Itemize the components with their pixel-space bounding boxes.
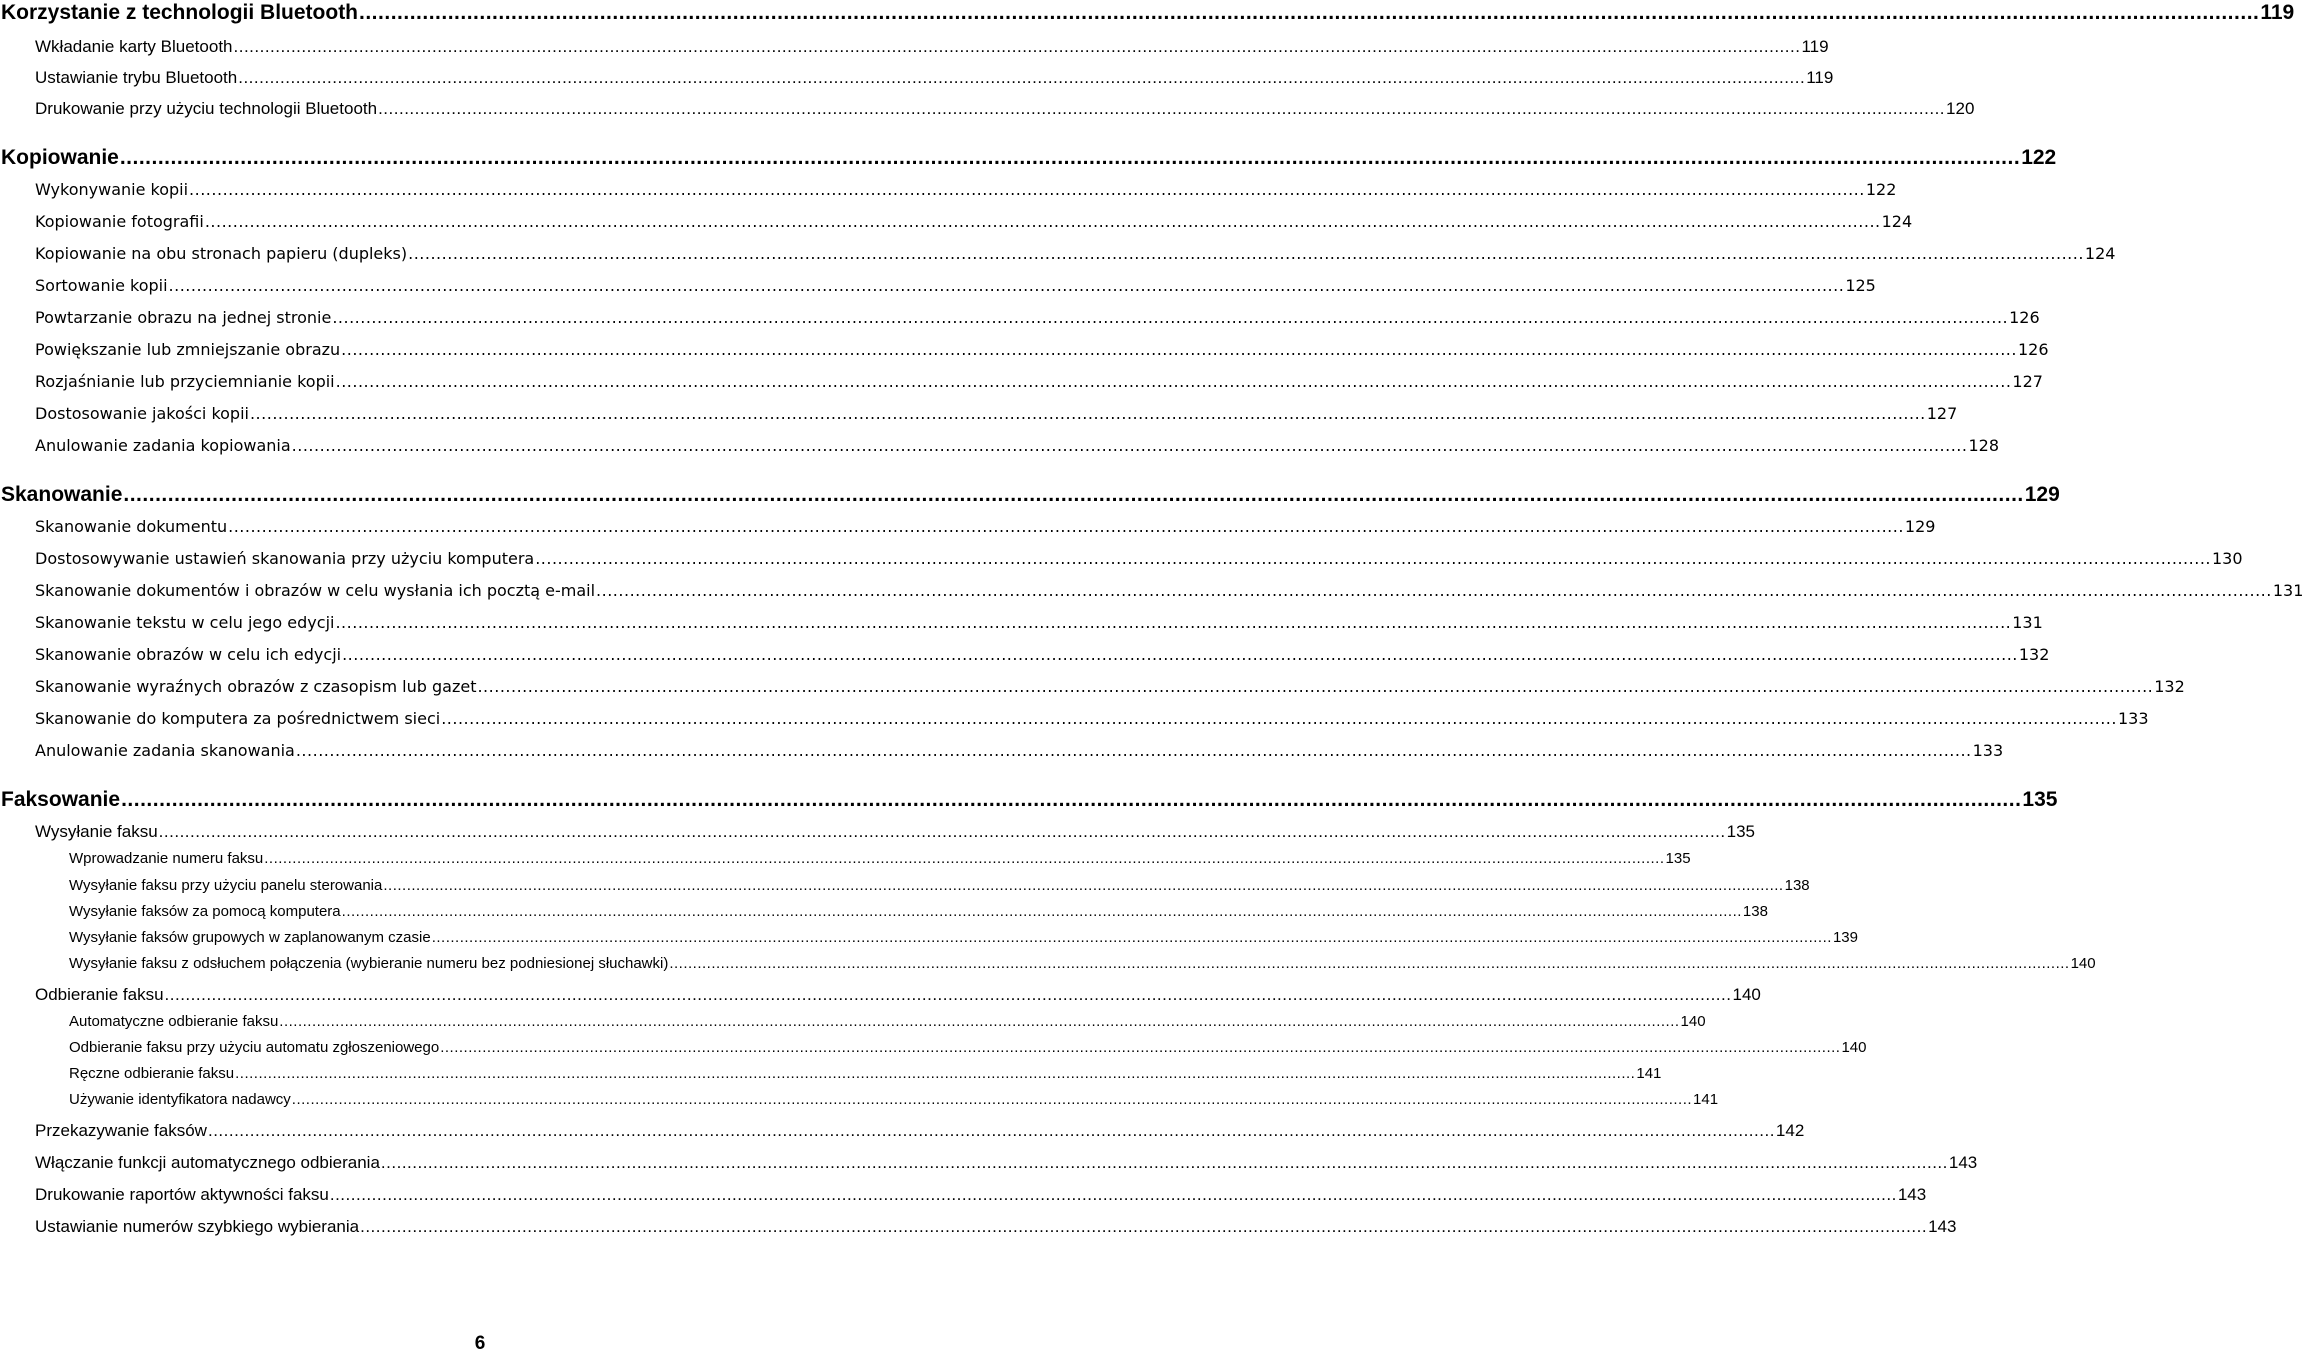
dot-leader: ............................................................................................................................................................................................................................................................................................................ bbox=[441, 709, 2117, 728]
toc-entry-title: Automatyczne odbieranie faksu bbox=[69, 1013, 279, 1030]
dot-leader: ............................................................................................................................................................................................................................................................................................................ bbox=[360, 1217, 1928, 1236]
toc-entry-page: 126 bbox=[2009, 308, 2040, 327]
dot-leader: ............................................................................................................................................................................................................................................................................................................ bbox=[158, 822, 1726, 841]
toc-entry-title: Używanie identyfikatora nadawcy bbox=[69, 1091, 291, 1108]
dot-leader: ............................................................................................................................................................................................................................................................................................................ bbox=[235, 1065, 1636, 1082]
dot-leader: ............................................................................................................................................................................................................................................................................................................ bbox=[329, 1185, 1897, 1204]
toc-entry-ustawianie-trybu-bluetooth[interactable] bbox=[35, 68, 1834, 88]
toc-entry-page: 122 bbox=[2021, 146, 2057, 169]
toc-entry-skanowanie-obrazow-w-celu-ich-edycji[interactable] bbox=[35, 645, 2050, 664]
toc-entry-title: Wysyłanie faksów za pomocą komputera bbox=[69, 903, 341, 920]
dot-leader: ............................................................................................................................................................................................................................................................................................................ bbox=[279, 1013, 1680, 1030]
dot-leader: ............................................................................................................................................................................................................................................................................................................ bbox=[264, 850, 1665, 867]
toc-entry-page: 119 bbox=[1801, 37, 1829, 56]
toc-entry-page: 132 bbox=[2018, 645, 2050, 664]
toc-entry-drukowanie-raportow-aktywnosci-faksu[interactable] bbox=[35, 1185, 1927, 1205]
toc-entry-page: 139 bbox=[1832, 929, 1858, 946]
toc-entry-title: Wprowadzanie numeru faksu bbox=[69, 850, 264, 867]
toc-entry-przekazywanie-faksow[interactable] bbox=[35, 1121, 1805, 1141]
toc-entry-page: 122 bbox=[1865, 180, 1897, 199]
toc-entry-page: 140 bbox=[1841, 1039, 1867, 1056]
toc-entry-skanowanie-dokumentow-i-obrazow-w-celu-w[interactable] bbox=[35, 581, 2303, 600]
toc-entry-skanowanie-tekstu-w-celu-jego-edycji[interactable] bbox=[35, 613, 2043, 632]
dot-leader: ............................................................................................................................................................................................................................................................................................................ bbox=[121, 788, 2022, 811]
toc-entry-title: Wysyłanie faksów grupowych w zaplanowanym czasie bbox=[69, 929, 431, 946]
dot-leader: ............................................................................................................................................................................................................................................................................................................ bbox=[164, 985, 1732, 1004]
dot-leader: ............................................................................................................................................................................................................................................................................................................ bbox=[291, 436, 1968, 455]
toc-entry-title: Skanowanie dokumentu bbox=[35, 517, 228, 536]
toc-entry-title: Wysyłanie faksu z odsłuchem połączenia (wybieranie numeru bez podniesionej słuchawki) bbox=[69, 955, 669, 972]
toc-entry-wkladanie-karty-bluetooth[interactable] bbox=[35, 37, 1829, 57]
dot-leader: ............................................................................................................................................................................................................................................................................................................ bbox=[596, 581, 2272, 600]
toc-entry-title: Odbieranie faksu przy użyciu automatu zgłoszeniowego bbox=[69, 1039, 440, 1056]
toc-entry-title: Drukowanie raportów aktywności faksu bbox=[35, 1185, 329, 1204]
toc-entry-page: 135 bbox=[1665, 850, 1691, 867]
toc-entry-title: Skanowanie obrazów w celu ich edycji bbox=[35, 645, 342, 664]
toc-entry-wprowadzanie-numeru-faksu[interactable] bbox=[69, 850, 1691, 867]
toc-entry-page: 133 bbox=[2117, 709, 2149, 728]
toc-entry-page: 127 bbox=[1926, 404, 1958, 423]
dot-leader: ............................................................................................................................................................................................................................................................................................................ bbox=[291, 1091, 1693, 1108]
toc-entry-page: 135 bbox=[1726, 822, 1755, 841]
toc-entry-skanowanie-dokumentu[interactable] bbox=[35, 517, 1936, 536]
toc-entry-title: Sortowanie kopii bbox=[35, 276, 168, 295]
toc-entry-title: Ustawianie trybu Bluetooth bbox=[35, 68, 238, 87]
dot-leader: ............................................................................................................................................................................................................................................................................................................ bbox=[341, 340, 2017, 359]
toc-entry-page: 143 bbox=[1928, 1217, 1957, 1236]
toc-entry-page: 138 bbox=[1784, 877, 1810, 894]
dot-leader: ............................................................................................................................................................................................................................................................................................................ bbox=[477, 677, 2154, 696]
toc-entry-title: Skanowanie dokumentów i obrazów w celu wysłania ich pocztą e-mail bbox=[35, 581, 596, 600]
toc-section-skanowanie[interactable] bbox=[1, 483, 2060, 507]
toc-entry-title: Faksowanie bbox=[1, 788, 121, 811]
toc-entry-title: Wykonywanie kopii bbox=[35, 180, 189, 199]
toc-entry-page: 140 bbox=[1732, 985, 1761, 1004]
toc-entry-page: 135 bbox=[2022, 788, 2058, 811]
toc-entry-title: Dostosowywanie ustawień skanowania przy użyciu komputera bbox=[35, 549, 535, 568]
toc-section-kopiowanie[interactable] bbox=[1, 146, 2057, 170]
toc-entry-drukowanie-przy-uzyciu-technologii-bluet[interactable] bbox=[35, 99, 1975, 119]
toc-entry-page: 143 bbox=[1948, 1153, 1978, 1172]
dot-leader: ............................................................................................................................................................................................................................................................................................................ bbox=[359, 1, 2260, 24]
toc-entry-title: Wysyłanie faksu przy użyciu panelu sterowania bbox=[69, 877, 383, 894]
toc-entry-powtarzanie-obrazu-na-jednej-stronie[interactable] bbox=[35, 308, 2040, 327]
toc-entry-ustawianie-numerow-szybkiego-wybierania[interactable] bbox=[35, 1217, 1957, 1237]
toc-entry-page: 143 bbox=[1897, 1185, 1927, 1204]
toc-entry-anulowanie-zadania-skanowania[interactable] bbox=[35, 741, 2004, 760]
toc-entry-wysylanie-faksu[interactable] bbox=[35, 822, 1755, 842]
dot-leader: ............................................................................................................................................................................................................................................................................................................ bbox=[335, 372, 2012, 391]
toc-entry-odbieranie-faksu[interactable] bbox=[35, 985, 1761, 1005]
toc-entry-page: 141 bbox=[1693, 1091, 1719, 1108]
toc-entry-title: Rozjaśnianie lub przyciemnianie kopii bbox=[35, 372, 335, 391]
dot-leader: ............................................................................................................................................................................................................................................................................................................ bbox=[207, 1121, 1775, 1140]
toc-entry-sortowanie-kopii[interactable] bbox=[35, 276, 1876, 295]
dot-leader: ............................................................................................................................................................................................................................................................................................................ bbox=[335, 613, 2012, 632]
dot-leader: ............................................................................................................................................................................................................................................................................................................ bbox=[119, 146, 2021, 169]
toc-section-faksowanie[interactable] bbox=[1, 788, 2058, 812]
toc-entry-page: 133 bbox=[1972, 741, 2004, 760]
dot-leader: ............................................................................................................................................................................................................................................................................................................ bbox=[168, 276, 1845, 295]
toc-entry-title: Anulowanie zadania kopiowania bbox=[35, 436, 291, 455]
toc-entry-wysylanie-faksow-grupowych-w-zaplanowany[interactable] bbox=[69, 929, 1858, 946]
toc-entry-wysylanie-faksow-za-pomoca-komputera[interactable] bbox=[69, 903, 1768, 920]
dot-leader: ............................................................................................................................................................................................................................................................................................................ bbox=[342, 645, 2018, 664]
dot-leader: ............................................................................................................................................................................................................................................................................................................ bbox=[440, 1039, 1841, 1056]
dot-leader: ............................................................................................................................................................................................................................................................................................................ bbox=[249, 404, 1926, 423]
toc-entry-skanowanie-wyraznych-obrazow-z-czasopism[interactable] bbox=[35, 677, 2185, 696]
dot-leader: ............................................................................................................................................................................................................................................................................................................ bbox=[123, 483, 2024, 506]
toc-entry-page: 124 bbox=[1881, 212, 1913, 231]
toc-entry-page: 140 bbox=[2070, 955, 2096, 972]
toc-entry-title: Skanowanie wyraźnych obrazów z czasopism lub gazet bbox=[35, 677, 477, 696]
toc-entry-title: Wkładanie karty Bluetooth bbox=[35, 37, 233, 56]
toc-entry-page: 129 bbox=[1904, 517, 1936, 536]
dot-leader: ............................................................................................................................................................................................................................................................................................................ bbox=[378, 99, 1946, 118]
toc-entry-title: Skanowanie tekstu w celu jego edycji bbox=[35, 613, 335, 632]
toc-entry-page: 132 bbox=[2154, 677, 2185, 696]
dot-leader: ............................................................................................................................................................................................................................................................................................................ bbox=[341, 903, 1742, 920]
toc-entry-title: Kopiowanie bbox=[1, 146, 119, 169]
toc-entry-page: 141 bbox=[1636, 1065, 1662, 1082]
toc-entry-page: 128 bbox=[1968, 436, 1999, 455]
toc-entry-dostosowywanie-ustawien-skanowania-przy-[interactable] bbox=[35, 549, 2243, 568]
toc-entry-kopiowanie-na-obu-stronach-papieru-duple[interactable] bbox=[35, 244, 2116, 263]
toc-entry-page: 120 bbox=[1946, 99, 1975, 118]
dot-leader: ............................................................................................................................................................................................................................................................................................................ bbox=[380, 1153, 1948, 1172]
toc-entry-page: 131 bbox=[2272, 581, 2303, 600]
toc-entry-page: 119 bbox=[2260, 1, 2295, 24]
toc-entry-rozjasnianie-lub-przyciemnianie-kopii[interactable] bbox=[35, 372, 2043, 391]
toc-entry-title: Włączanie funkcji automatycznego odbierania bbox=[35, 1153, 380, 1172]
dot-leader: ............................................................................................................................................................................................................................................................................................................ bbox=[669, 955, 2070, 972]
dot-leader: ............................................................................................................................................................................................................................................................................................................ bbox=[238, 68, 1806, 87]
toc-entry-title: Skanowanie do komputera za pośrednictwem sieci bbox=[35, 709, 441, 728]
toc-entry-title: Ręczne odbieranie faksu bbox=[69, 1065, 235, 1082]
toc-entry-odbieranie-faksu-przy-uzyciu-automatu-zg[interactable] bbox=[69, 1039, 1867, 1056]
dot-leader: ............................................................................................................................................................................................................................................................................................................ bbox=[189, 180, 1865, 199]
toc-entry-title: Odbieranie faksu bbox=[35, 985, 164, 1004]
toc-entry-page: 125 bbox=[1845, 276, 1876, 295]
dot-leader: ............................................................................................................................................................................................................................................................................................................ bbox=[204, 212, 1881, 231]
toc-entry-wysylanie-faksu-przy-uzyciu-panelu-stero[interactable] bbox=[69, 877, 1810, 894]
toc-entry-uzywanie-identyfikatora-nadawcy[interactable] bbox=[69, 1091, 1719, 1108]
toc-entry-kopiowanie-fotografii[interactable] bbox=[35, 212, 1913, 231]
toc-entry-wykonywanie-kopii[interactable] bbox=[35, 180, 1897, 199]
toc-entry-wlaczanie-funkcji-automatycznego-odbiera[interactable] bbox=[35, 1153, 1978, 1173]
toc-entry-skanowanie-do-komputera-za-posrednictwem[interactable] bbox=[35, 709, 2149, 728]
toc-entry-page: 130 bbox=[2211, 549, 2243, 568]
dot-leader: ............................................................................................................................................................................................................................................................................................................ bbox=[233, 37, 1801, 56]
toc-entry-title: Przekazywanie faksów bbox=[35, 1121, 207, 1140]
toc-entry-page: 138 bbox=[1742, 903, 1768, 920]
toc-entry-title: Kopiowanie fotografii bbox=[35, 212, 204, 231]
toc-entry-wysylanie-faksu-z-odsluchem-polaczenia-w[interactable] bbox=[69, 955, 2096, 972]
toc-section-korzystanie-z-technologii-bluetooth[interactable] bbox=[1, 1, 2295, 25]
toc-entry-page: 127 bbox=[2012, 372, 2043, 391]
dot-leader: ............................................................................................................................................................................................................................................................................................................ bbox=[383, 877, 1784, 894]
dot-leader: ............................................................................................................................................................................................................................................................................................................ bbox=[535, 549, 2211, 568]
toc-entry-anulowanie-zadania-kopiowania[interactable] bbox=[35, 436, 1999, 455]
toc-entry-reczne-odbieranie-faksu[interactable] bbox=[69, 1065, 1662, 1082]
toc-entry-powiekszanie-lub-zmniejszanie-obrazu[interactable] bbox=[35, 340, 2049, 359]
toc-entry-page: 124 bbox=[2084, 244, 2116, 263]
toc-entry-title: Ustawianie numerów szybkiego wybierania bbox=[35, 1217, 360, 1236]
dot-leader: ............................................................................................................................................................................................................................................................................................................ bbox=[228, 517, 1904, 536]
toc-entry-title: Skanowanie bbox=[1, 483, 123, 506]
toc-entry-page: 129 bbox=[2024, 483, 2060, 506]
toc-entry-page: 119 bbox=[1806, 68, 1834, 87]
page-number: 6 bbox=[474, 1333, 486, 1354]
toc-entry-title: Korzystanie z technologii Bluetooth bbox=[1, 1, 359, 24]
dot-leader: ............................................................................................................................................................................................................................................................................................................ bbox=[408, 244, 2084, 263]
dot-leader: ............................................................................................................................................................................................................................................................................................................ bbox=[295, 741, 1972, 760]
toc-entry-title: Powtarzanie obrazu na jednej stronie bbox=[35, 308, 332, 327]
toc-entry-automatyczne-odbieranie-faksu[interactable] bbox=[69, 1013, 1706, 1030]
toc-entry-title: Anulowanie zadania skanowania bbox=[35, 741, 295, 760]
toc-entry-page: 142 bbox=[1775, 1121, 1805, 1140]
toc-entry-title: Powiększanie lub zmniejszanie obrazu bbox=[35, 340, 341, 359]
toc-entry-title: Kopiowanie na obu stronach papieru (dupleks) bbox=[35, 244, 408, 263]
toc-entry-page: 126 bbox=[2017, 340, 2049, 359]
dot-leader: ............................................................................................................................................................................................................................................................................................................ bbox=[431, 929, 1832, 946]
toc-entry-dostosowanie-jakosci-kopii[interactable] bbox=[35, 404, 1958, 423]
toc-entry-page: 131 bbox=[2012, 613, 2043, 632]
toc-entry-title: Dostosowanie jakości kopii bbox=[35, 404, 249, 423]
dot-leader: ............................................................................................................................................................................................................................................................................................................ bbox=[332, 308, 2009, 327]
toc-entry-title: Drukowanie przy użyciu technologii Bluetooth bbox=[35, 99, 378, 118]
toc-entry-page: 140 bbox=[1680, 1013, 1706, 1030]
toc-entry-title: Wysyłanie faksu bbox=[35, 822, 158, 841]
